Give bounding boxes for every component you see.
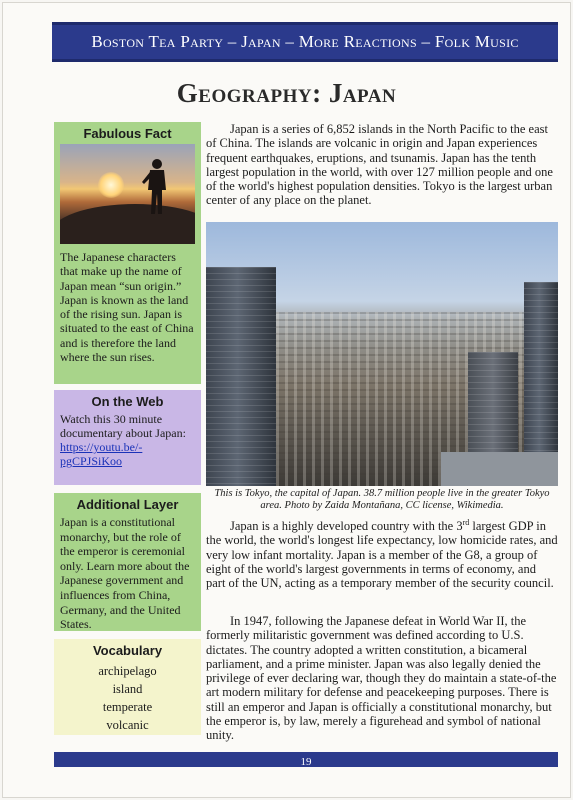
economy-text-end: largest GDP in the world, the world's longest life expectancy, low homicide rates, and very low infant mortality. Japan is a member of the G8, a group of eight of the world's largest governments in terms of economy, and part of the UN, acting as a temporary member of the security council. (206, 519, 558, 591)
vocabulary-heading: Vocabulary (92, 643, 163, 658)
additional-layer-box (54, 493, 201, 631)
additional-layer-text: Japan is a constitutional monarchy, but the role of the emperor is ceremonial only. Learn more about the Japanese government and influences from China, Germany, and the United States. (60, 515, 190, 632)
vocab-word: archipelago (98, 664, 157, 678)
fabulous-fact-heading: Fabulous Fact (83, 126, 172, 141)
intro-paragraph: Japan is a series of 6,852 islands in the North Pacific to the east of China. The islands are volcanic in origin and Japan experiences frequent earthquakes, eruptions, and tsunamis. Japan has the tenth largest population in the world, with over 127 million people and one of the world's highest population densities. Tokyo is the largest urban center of any place on the planet. (206, 122, 553, 208)
economy-paragraph (206, 516, 558, 591)
on-the-web-text: Watch this 30 minute documentary about Japan: (60, 412, 186, 440)
tokyo-skyline-photo (206, 222, 558, 486)
economy-text-start: Japan is a highly developed country with the 3 (230, 519, 463, 534)
youtube-link[interactable]: https://youtu.be/-pgCPJSiKoo (60, 440, 143, 468)
vocab-word: island (112, 682, 143, 696)
ordinal-suffix: rd (462, 518, 470, 527)
vocab-word: volcanic (106, 718, 149, 732)
vocabulary-box (54, 639, 201, 735)
hiker-silhouette (142, 156, 172, 216)
left-tower (206, 267, 276, 486)
footer-bar (54, 752, 558, 767)
sun-glow (98, 172, 124, 198)
page-number: 19 (300, 756, 312, 768)
rooftop (441, 452, 558, 486)
hill-silhouette (60, 204, 195, 244)
history-paragraph: In 1947, following the Japanese defeat in World War II, the formerly militaristic government was defined according to U.S. dictates. The country adopted a written constitution, a bicameral parliament, and a prime minister. Japan was also legally denied the privilege of ever declaring war, though they do maintain a state-of-the art modern military for defense and peacekeeping purposes. There is still an emperor and Japan is officially a constitutional monarchy, but the emperor is, by law, merely a figurehead and symbol of national unity. (206, 614, 557, 743)
fabulous-fact-text: The Japanese characters that make up the name of Japan mean “sun origin.” Japan is known as the land of the rising sun. Japan is situated to the east of China and is therefore the land where the sun rises. (60, 250, 194, 365)
banner-text: Boston Tea Party – Japan – More Reactions – Folk Music (91, 32, 519, 51)
fabulous-fact-box (54, 122, 201, 384)
photo-caption: This is Tokyo, the capital of Japan. 38.7 million people live in the greater Tokyo area. Photo by Zaida Montañana, CC license, Wikimedia. (214, 488, 550, 511)
on-the-web-box (54, 390, 201, 485)
vocab-word: temperate (102, 700, 153, 714)
on-the-web-heading: On the Web (91, 394, 164, 409)
top-banner (52, 22, 558, 62)
sunrise-photo (60, 144, 195, 244)
additional-layer-heading: Additional Layer (76, 497, 179, 512)
page-title: Geography: Japan (176, 78, 397, 108)
